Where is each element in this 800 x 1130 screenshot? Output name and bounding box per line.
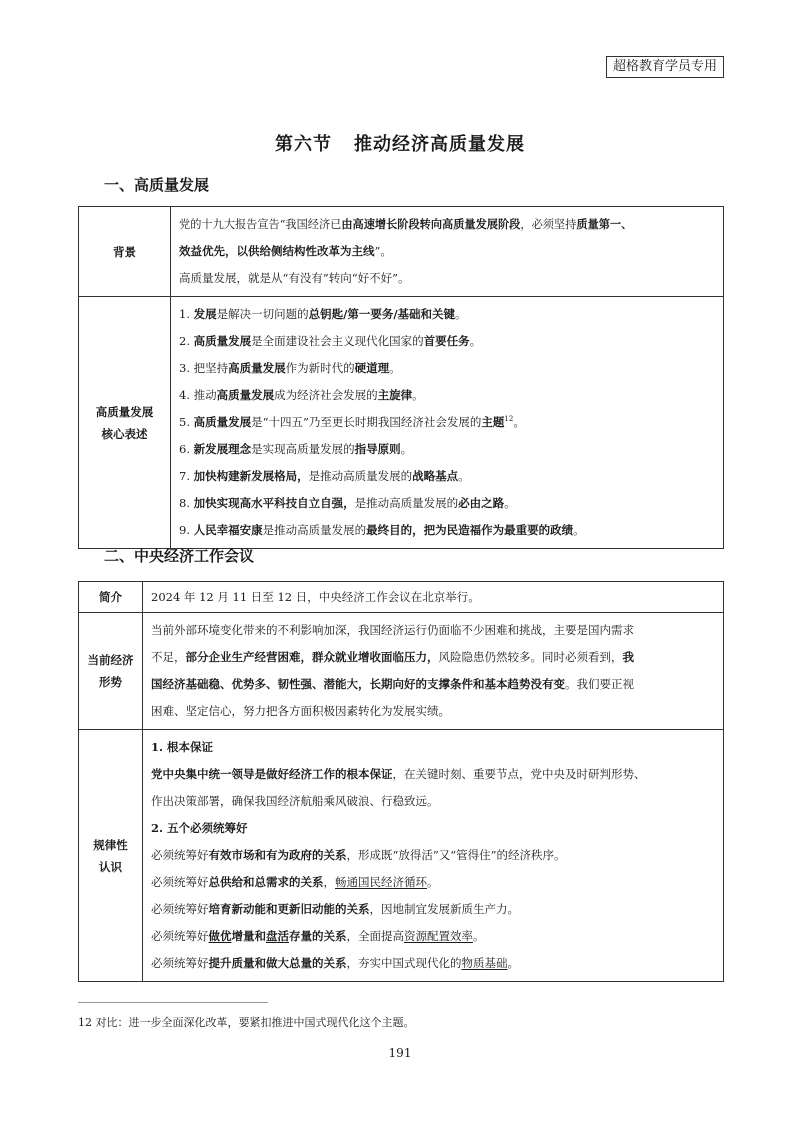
page-title: [0, 130, 800, 156]
core-statement-item: 6. 新发展理念是实现高质量发展的指导原则。: [179, 442, 413, 456]
section-number: 第六节: [275, 134, 332, 155]
page-number: 191: [388, 1046, 412, 1060]
background-content: 党的十九大报告宣告“我国经济已由高速增长阶段转向高质量发展阶段，必须坚持质量第一、 效益优先，以供给侧结构性改革为主线”。 高质量发展，就是从“有没有”转向“好不好”。: [171, 207, 724, 297]
intro-row: [79, 582, 724, 613]
regularity-row: [79, 730, 724, 982]
footnote: [78, 1014, 415, 1030]
current-situation-row: [79, 613, 724, 730]
section-name: 推动经济高质量发展: [354, 134, 525, 155]
core-statement-item: 3. 把坚持高质量发展作为新时代的硬道理。: [179, 361, 401, 375]
header-tag: 超格教育学员专用: [606, 56, 724, 78]
core-statement-item: 8. 加快实现高水平科技自立自强，是推动高质量发展的必由之路。: [179, 496, 516, 510]
current-situation-label: 当前经济 形势: [79, 613, 143, 730]
footnote-divider: [78, 1002, 268, 1003]
footnote-text: 对比：进一步全面深化改革，要紧扣推进中国式现代化这个主题。: [95, 1016, 415, 1029]
regularity-content: 1. 根本保证 党中央集中统一领导是做好经济工作的根本保证，在关键时刻、重要节点，党中央及时研判形势、 作出决策部署，确保我国经济航船乘风破浪、行稳致远。 2. 五个必须统筹好 必须统筹好有效市场和有为政府的关系，形成既“放得活”又“管得住”的经济秩序。 必须统筹好总供给和总需求的关系，畅通国民经济循环。 必须统筹好培育新动能和更新旧动能的关系，因地制宜发展新质生产力。 必须统筹好做优增量和盘活存量的关系，全面提高资源配置效率。 必须统筹好提升质量和做大总量的关系，夯实中国式现代化的物质基础。: [143, 730, 724, 982]
core-statement-item: 2. 高质量发展是全面建设社会主义现代化国家的首要任务。: [179, 334, 482, 348]
economic-conference-table: [78, 581, 724, 982]
current-situation-content: 当前外部环境变化带来的不利影响加深，我国经济运行仍面临不少困难和挑战，主要是国内需求 不足，部分企业生产经营困难，群众就业增收面临压力，风险隐患仍然较多。同时必须看到，我 国经济基础稳、优势多、韧性强、潜能大，长期向好的支撑条件和基本趋势没有变。我们要正视 困难、坚定信心，努力把各方面积极因素转化为发展实绩。: [143, 613, 724, 730]
footnote-number: 12: [78, 1016, 92, 1029]
core-statements-label: 高质量发展 核心表述: [79, 297, 171, 549]
core-statements-row: [79, 297, 724, 549]
high-quality-table: [78, 206, 724, 549]
footnote-ref[interactable]: 12: [504, 415, 514, 424]
core-statement-item: 4. 推动高质量发展成为经济社会发展的主旋律。: [179, 388, 424, 402]
regularity-label: 规律性 认识: [79, 730, 143, 982]
core-statements-list: [171, 297, 724, 549]
intro-label: 简介: [79, 582, 143, 613]
core-statement-item: 9. 人民幸福安康是推动高质量发展的最终目的，把为民造福作为最重要的政绩。: [179, 523, 585, 537]
intro-content: 2024 年 12 月 11 日至 12 日，中央经济工作会议在北京举行。: [143, 582, 724, 613]
section2-heading: 二、中央经济工作会议: [104, 547, 255, 565]
background-label: 背景: [79, 207, 171, 297]
background-row: [79, 207, 724, 297]
core-statement-item: 7. 加快构建新发展格局，是推动高质量发展的战略基点。: [179, 469, 470, 483]
core-statement-item: 5. 高质量发展是“十四五”乃至更长时期我国经济社会发展的主题$^{12}$。: [179, 415, 525, 429]
core-statement-item: 1. 发展是解决一切问题的总钥匙/第一要务/基础和关键。: [179, 307, 467, 321]
section1-heading: 一、高质量发展: [104, 176, 210, 194]
